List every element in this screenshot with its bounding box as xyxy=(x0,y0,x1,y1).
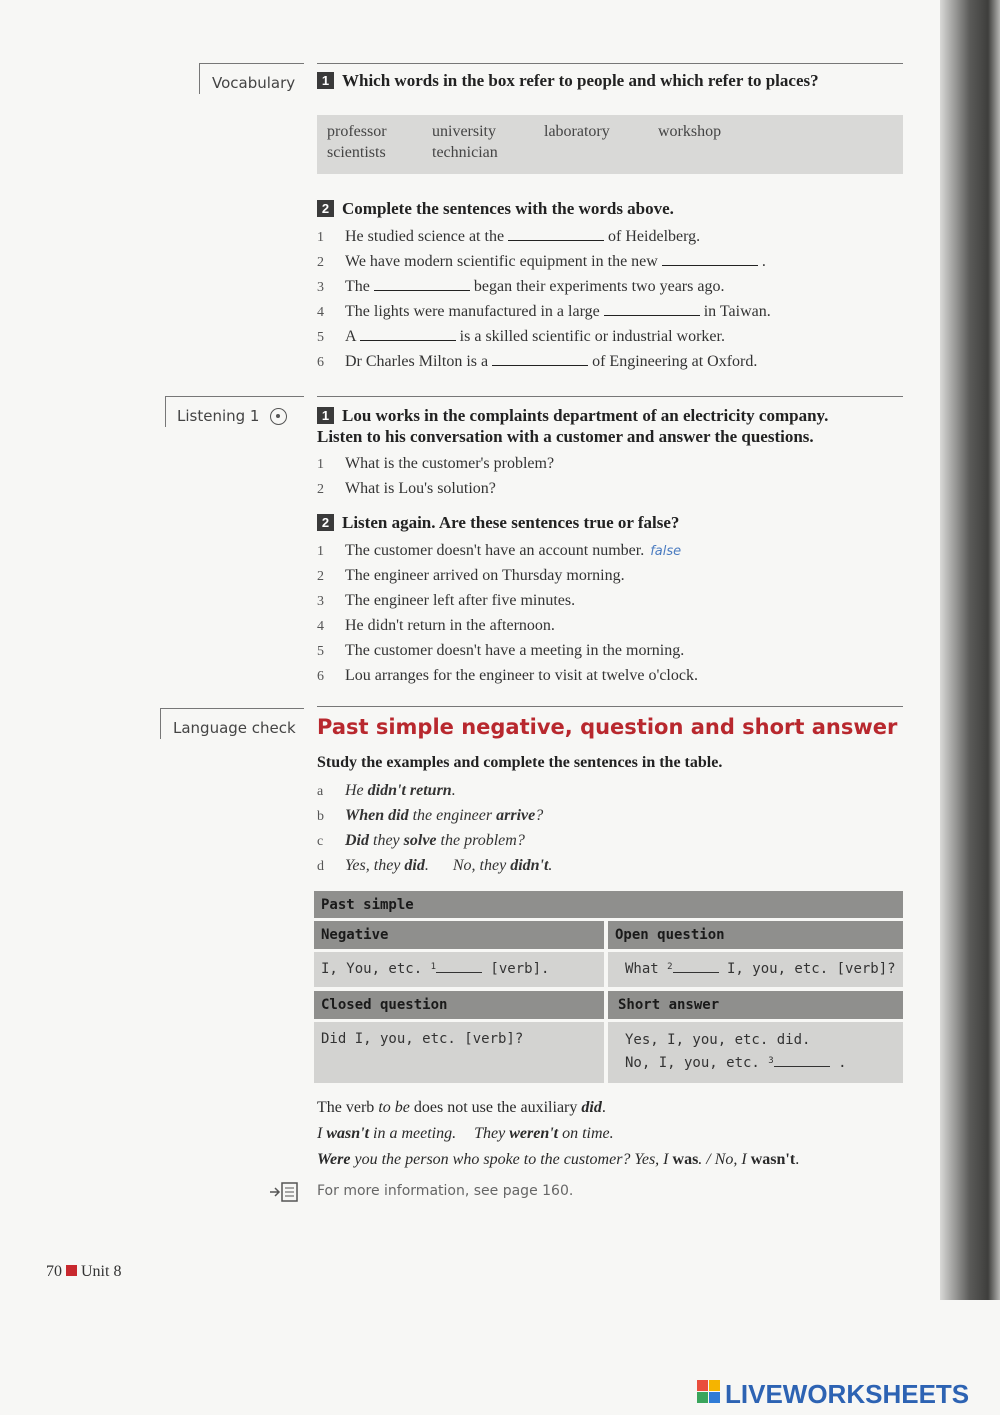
item-number: 1 xyxy=(317,230,324,245)
note-text: The verb xyxy=(317,1099,379,1116)
grammar-title: Past simple negative, question and short answer xyxy=(317,715,898,739)
example-text: . xyxy=(424,857,429,874)
cell-text: [verb]. xyxy=(482,961,550,977)
example-text: He xyxy=(345,782,368,799)
item-number: 5 xyxy=(317,644,324,659)
exercise-number: 1 xyxy=(317,407,334,424)
item-number: 6 xyxy=(317,669,324,684)
item-text: What is the customer's problem? xyxy=(345,455,555,472)
blank-number: 1 xyxy=(430,962,436,972)
example-text: arrive xyxy=(496,807,536,824)
example-letter: a xyxy=(317,784,324,799)
note-text: Were xyxy=(317,1151,351,1168)
answer-blank[interactable] xyxy=(673,962,719,973)
item-text: in Taiwan. xyxy=(703,303,771,320)
cell-text: Yes, I, you, etc. did. xyxy=(625,1032,811,1048)
exercise-number: 2 xyxy=(317,200,334,217)
language-check-label: Language check xyxy=(173,719,296,737)
list-item xyxy=(317,249,771,274)
item-text: Lou arranges for the engineer to visit at twelve o'clock. xyxy=(345,667,698,684)
item-text: began their experiments two years ago. xyxy=(473,278,725,295)
listening-label xyxy=(177,407,287,425)
item-text: The xyxy=(345,278,370,295)
example-text: they xyxy=(369,832,404,849)
cell-text: No, I, you, etc. xyxy=(625,1055,769,1071)
note-text: . xyxy=(795,1151,800,1168)
listening-ex2-heading xyxy=(317,513,679,533)
note-text: . / No, I xyxy=(698,1151,751,1168)
example-a xyxy=(317,778,552,803)
word: scientists xyxy=(327,144,386,161)
item-text: A xyxy=(345,328,356,345)
example-letter: c xyxy=(317,834,324,849)
listening-ex1-instruction-cont: Listen to his conversation with a customer and answer the questions. xyxy=(317,427,814,446)
watermark-text: LIVEWORKSHEETS xyxy=(725,1379,970,1409)
list-item xyxy=(317,324,771,349)
page-footer xyxy=(46,1263,121,1281)
examples-list xyxy=(317,778,552,878)
example-text: the engineer xyxy=(408,807,497,824)
example-c xyxy=(317,828,552,853)
list-item[interactable] xyxy=(317,663,698,688)
table-header-closed-question: Closed question xyxy=(314,991,604,1019)
item-text: What is Lou's solution? xyxy=(345,480,496,497)
page-gutter-shadow xyxy=(940,0,1000,1300)
cell-text: I, You, etc. xyxy=(321,961,431,977)
listening-ex1-heading xyxy=(317,405,917,447)
answer-blank[interactable] xyxy=(436,962,482,973)
item-number: 4 xyxy=(317,305,324,320)
item-number: 1 xyxy=(317,457,324,472)
word: technician xyxy=(432,144,498,161)
item-text: He studied science at the xyxy=(345,228,505,245)
vocab-ex2-instruction: Complete the sentences with the words above. xyxy=(342,199,674,218)
listening-ex1-instruction: Lou works in the complaints department of an electricity company. xyxy=(342,406,829,425)
note-text: . xyxy=(601,1099,606,1116)
listening-ex2-list xyxy=(317,538,698,688)
example-text: didn't xyxy=(510,857,549,874)
item-text: The engineer left after five minutes. xyxy=(345,592,576,609)
note-text: you the person who spoke to the customer? Yes, I xyxy=(350,1151,673,1168)
answer-blank[interactable] xyxy=(374,276,470,291)
note-text: did xyxy=(581,1099,602,1116)
exercise-number: 1 xyxy=(317,72,334,89)
example-text: ? xyxy=(535,807,544,824)
note-text: on time. xyxy=(558,1125,614,1142)
cell-text: I, you, etc. [verb]? xyxy=(718,961,896,977)
item-number: 3 xyxy=(317,594,324,609)
table-cell-negative xyxy=(314,952,604,987)
example-text: Did xyxy=(345,832,369,849)
answer-blank[interactable] xyxy=(604,301,700,316)
answer-blank[interactable] xyxy=(774,1056,830,1067)
note-text: I xyxy=(317,1125,327,1142)
item-text: The customer doesn't have a meeting in the morning. xyxy=(345,642,685,659)
list-item xyxy=(317,299,771,324)
item-text: . xyxy=(761,253,766,270)
item-text: The lights were manufactured in a large xyxy=(345,303,600,320)
example-text: Yes, they xyxy=(345,857,405,874)
example-text: solve xyxy=(403,832,437,849)
note-text: weren't xyxy=(509,1125,559,1142)
list-item xyxy=(317,349,771,374)
list-item[interactable] xyxy=(317,588,698,613)
example-b xyxy=(317,803,552,828)
item-text: of Engineering at Oxford. xyxy=(592,353,758,370)
item-number: 2 xyxy=(317,569,324,584)
listening-ex1-list xyxy=(317,451,554,501)
word-box xyxy=(317,115,903,174)
item-text: He didn't return in the afternoon. xyxy=(345,617,555,634)
table-cell-open-question xyxy=(608,952,903,987)
list-item xyxy=(317,274,771,299)
item-number: 3 xyxy=(317,280,324,295)
item-text: The customer doesn't have an account number. xyxy=(345,542,645,559)
vocabulary-top-rule xyxy=(317,63,903,65)
list-item xyxy=(317,224,771,249)
table-title: Past simple xyxy=(314,891,903,918)
audio-cd-icon[interactable] xyxy=(270,408,287,425)
listening-ex2-instruction: Listen again. Are these sentences true or false? xyxy=(342,513,680,532)
example-text: didn't return xyxy=(367,782,452,799)
example-d xyxy=(317,853,552,878)
grammar-notes xyxy=(317,1095,799,1173)
note-text: was xyxy=(672,1151,699,1168)
item-number: 1 xyxy=(317,544,324,559)
note-text: wasn't xyxy=(326,1125,370,1142)
word: university xyxy=(432,123,496,140)
example-text: . xyxy=(548,857,553,874)
vocab-ex1-heading xyxy=(317,71,819,91)
word: laboratory xyxy=(544,123,610,140)
item-text: is a skilled scientific or industrial worker. xyxy=(459,328,725,345)
list-item xyxy=(317,538,698,563)
item-text: We have modern scientific equipment in the new xyxy=(345,253,658,270)
exercise-number: 2 xyxy=(317,514,334,531)
liveworksheets-logo xyxy=(697,1376,995,1415)
note-text: in a meeting. xyxy=(369,1125,457,1142)
answer-blank[interactable] xyxy=(508,226,604,241)
more-info-icon xyxy=(268,1180,300,1209)
footer-square-icon xyxy=(66,1265,77,1276)
list-item[interactable] xyxy=(317,638,698,663)
item-text: Dr Charles Milton is a xyxy=(345,353,489,370)
language-check-top-rule xyxy=(317,706,903,708)
table-header-short-answer: Short answer xyxy=(608,991,903,1019)
note-text: They xyxy=(474,1125,510,1142)
more-info-text: For more information, see page 160. xyxy=(317,1183,574,1199)
vocabulary-label: Vocabulary xyxy=(212,74,296,92)
table-cell-short-answer xyxy=(608,1022,903,1083)
cell-text: . xyxy=(829,1055,847,1071)
item-text: of Heidelberg. xyxy=(608,228,701,245)
example-text: did xyxy=(404,857,425,874)
item-number: 5 xyxy=(317,330,324,345)
blank-number: 2 xyxy=(667,962,673,972)
example-letter: b xyxy=(317,809,324,824)
listening-label-text: Listening 1 xyxy=(177,407,260,425)
word: workshop xyxy=(658,123,722,140)
note-text: does not use the auxiliary xyxy=(409,1099,582,1116)
example-answer: false xyxy=(650,544,682,559)
note-text: to be xyxy=(378,1099,410,1116)
note-line xyxy=(317,1121,799,1147)
vocab-ex2-heading xyxy=(317,199,674,219)
blank-number: 3 xyxy=(768,1056,774,1066)
table-header-open-question: Open question xyxy=(608,921,903,949)
answer-blank[interactable] xyxy=(360,326,456,341)
note-text: wasn't xyxy=(750,1151,796,1168)
page-number: 70 xyxy=(46,1263,62,1280)
item-text: The engineer arrived on Thursday morning. xyxy=(345,567,625,584)
note-line xyxy=(317,1095,799,1121)
table-header-negative: Negative xyxy=(314,921,604,949)
grammar-instruction: Study the examples and complete the sentences in the table. xyxy=(317,754,723,771)
example-text: the problem? xyxy=(436,832,525,849)
list-item xyxy=(317,476,554,501)
list-item[interactable] xyxy=(317,563,698,588)
list-item xyxy=(317,451,554,476)
answer-blank[interactable] xyxy=(492,351,588,366)
example-text: . xyxy=(451,782,456,799)
item-number: 6 xyxy=(317,355,324,370)
vocab-ex1-instruction: Which words in the box refer to people and which refer to places? xyxy=(342,71,819,90)
listening-top-rule xyxy=(317,396,903,398)
answer-blank[interactable] xyxy=(662,251,758,266)
example-letter: d xyxy=(317,859,324,874)
item-number: 2 xyxy=(317,482,324,497)
example-text: No, they xyxy=(452,857,511,874)
note-line xyxy=(317,1147,799,1173)
item-number: 2 xyxy=(317,255,324,270)
unit-label: Unit 8 xyxy=(81,1263,122,1280)
item-number: 4 xyxy=(317,619,324,634)
vocab-ex2-list xyxy=(317,224,771,374)
example-text: When did xyxy=(345,807,409,824)
list-item[interactable] xyxy=(317,613,698,638)
word: professor xyxy=(327,123,387,140)
cell-text: What xyxy=(625,961,668,977)
table-cell-closed-question: Did I, you, etc. [verb]? xyxy=(314,1022,604,1083)
